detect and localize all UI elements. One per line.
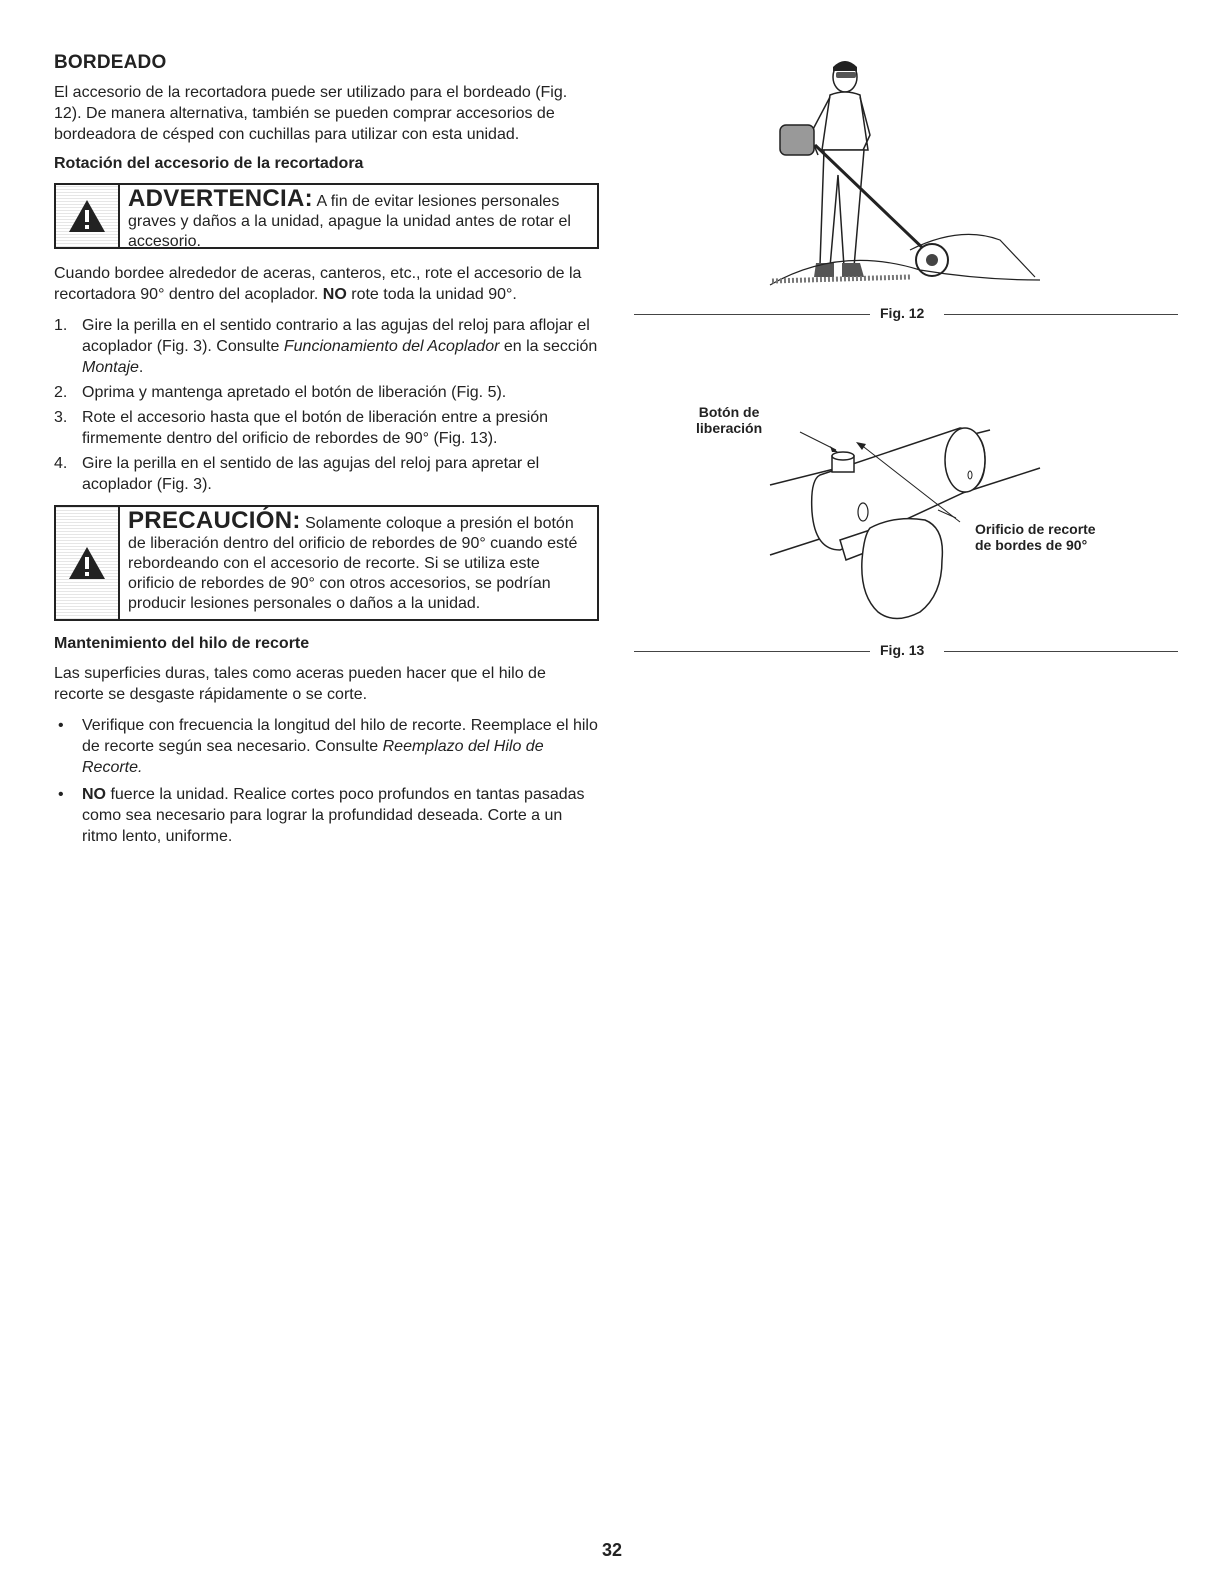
bullet-ref-italic: Reemplazo del Hilo de Recorte. xyxy=(82,738,544,776)
step-text: Rote el accesorio hasta que el botón de liberación entre a presión firmemente dentro del orificio de rebordes de 90° (Fig. 13). xyxy=(82,409,549,447)
maintenance-paragraph: Las superficies duras, tales como aceras pueden hacer que el hilo de recorte se desgaste rápidamente o se corte. xyxy=(54,665,546,703)
bullet-icon: • xyxy=(58,717,64,734)
list-item xyxy=(54,784,599,847)
caution-triangle-icon xyxy=(67,545,107,581)
steps-list xyxy=(54,315,599,495)
fig13-coupler-illustration xyxy=(760,400,1050,640)
caution-icon-cell xyxy=(56,507,120,619)
step-text: . xyxy=(138,359,144,376)
step-number: 4. xyxy=(54,455,68,472)
fig13-rule-left xyxy=(634,651,870,652)
list-item xyxy=(54,382,599,403)
fig13-callout-release-button: Botón de liberación xyxy=(696,404,763,436)
edging-text-2: rote toda la unidad 90°. xyxy=(346,286,517,303)
step-number: 3. xyxy=(54,409,68,426)
step-number: 1. xyxy=(54,317,68,334)
step-text: en la sección xyxy=(499,338,598,355)
step-text: Gire la perilla en el sentido contrario a las agujas del reloj para aflojar el acoplador (Fig. 3). Consulte xyxy=(82,317,590,355)
bullet-icon: • xyxy=(58,786,64,803)
intro-paragraph: El accesorio de la recortadora puede ser utilizado para el bordeado (Fig. 12). De manera alternativa, también se pueden comprar accesorios de bordeadora de césped con cuchillas para utilizar con esta unidad. xyxy=(54,84,568,143)
warning-message: A fin de evitar lesiones personales graves y daños a la unidad, apague la unidad antes de rotar el accesorio. xyxy=(128,193,571,250)
section-title: BORDEADO xyxy=(54,52,167,73)
caution-message: Solamente coloque a presión el botón de liberación dentro del orificio de rebordes de 90° cuando esté rebordeando con el accesorio de recorte. Si se utiliza este orificio de rebordes de 90° con otros accesorios, se podrían producir lesiones personales o daños a la unidad. xyxy=(128,515,578,612)
caution-box xyxy=(54,505,599,621)
fig13-label: Fig. 13 xyxy=(880,642,925,658)
caution-text xyxy=(120,507,597,619)
step-ref-italic: Funcionamiento del Acoplador xyxy=(283,338,500,355)
fig13-callout-edging-hole: Orificio de recorte de bordes de 90° xyxy=(975,521,1096,553)
bullet-text: Verifique con frecuencia la longitud del hilo de recorte. Reemplace el hilo de recorte según sea necesario. Consulte xyxy=(82,717,598,755)
list-item xyxy=(54,315,599,378)
warning-signal-word: ADVERTENCIA: xyxy=(128,185,313,212)
warning-text xyxy=(120,185,597,250)
bullet-bold: NO xyxy=(82,786,106,803)
warning-icon-cell xyxy=(56,185,120,247)
warning-triangle-icon xyxy=(67,198,107,234)
list-item xyxy=(54,453,599,495)
rotation-heading: Rotación del accesorio de la recortadora xyxy=(54,155,364,172)
fig12-rule-right xyxy=(944,314,1178,315)
left-column xyxy=(54,52,599,853)
bullet-text: fuerce la unidad. Realice cortes poco profundos en tantas pasadas como sea necesario para lograr la profundidad deseada. Corte a un ritmo lento, uniforme. xyxy=(82,786,585,845)
edging-text-1: Cuando bordee alrededor de aceras, canteros, etc., rote el accesorio de la recortadora 90° dentro del acoplador. xyxy=(54,265,582,303)
maintenance-bullets xyxy=(54,715,599,847)
fig12-label: Fig. 12 xyxy=(880,305,925,321)
fig12-rule-left xyxy=(634,314,870,315)
step-text: Gire la perilla en el sentido de las agujas del reloj para apretar el acoplador (Fig. 3). xyxy=(82,455,540,493)
list-item xyxy=(54,715,599,778)
edging-paragraph xyxy=(54,263,599,305)
list-item xyxy=(54,407,599,449)
fig12-edging-illustration xyxy=(760,55,1060,305)
step-ref-italic: Montaje xyxy=(82,359,139,376)
edging-bold: NO xyxy=(322,286,347,303)
caution-signal-word: PRECAUCIÓN: xyxy=(128,507,301,534)
warning-box xyxy=(54,183,599,249)
maintenance-heading: Mantenimiento del hilo de recorte xyxy=(54,635,310,652)
step-text: Oprima y mantenga apretado el botón de liberación (Fig. 5). xyxy=(82,384,507,401)
page-number: 32 xyxy=(601,1540,623,1560)
step-number: 2. xyxy=(54,384,68,401)
fig13-rule-right xyxy=(944,651,1178,652)
